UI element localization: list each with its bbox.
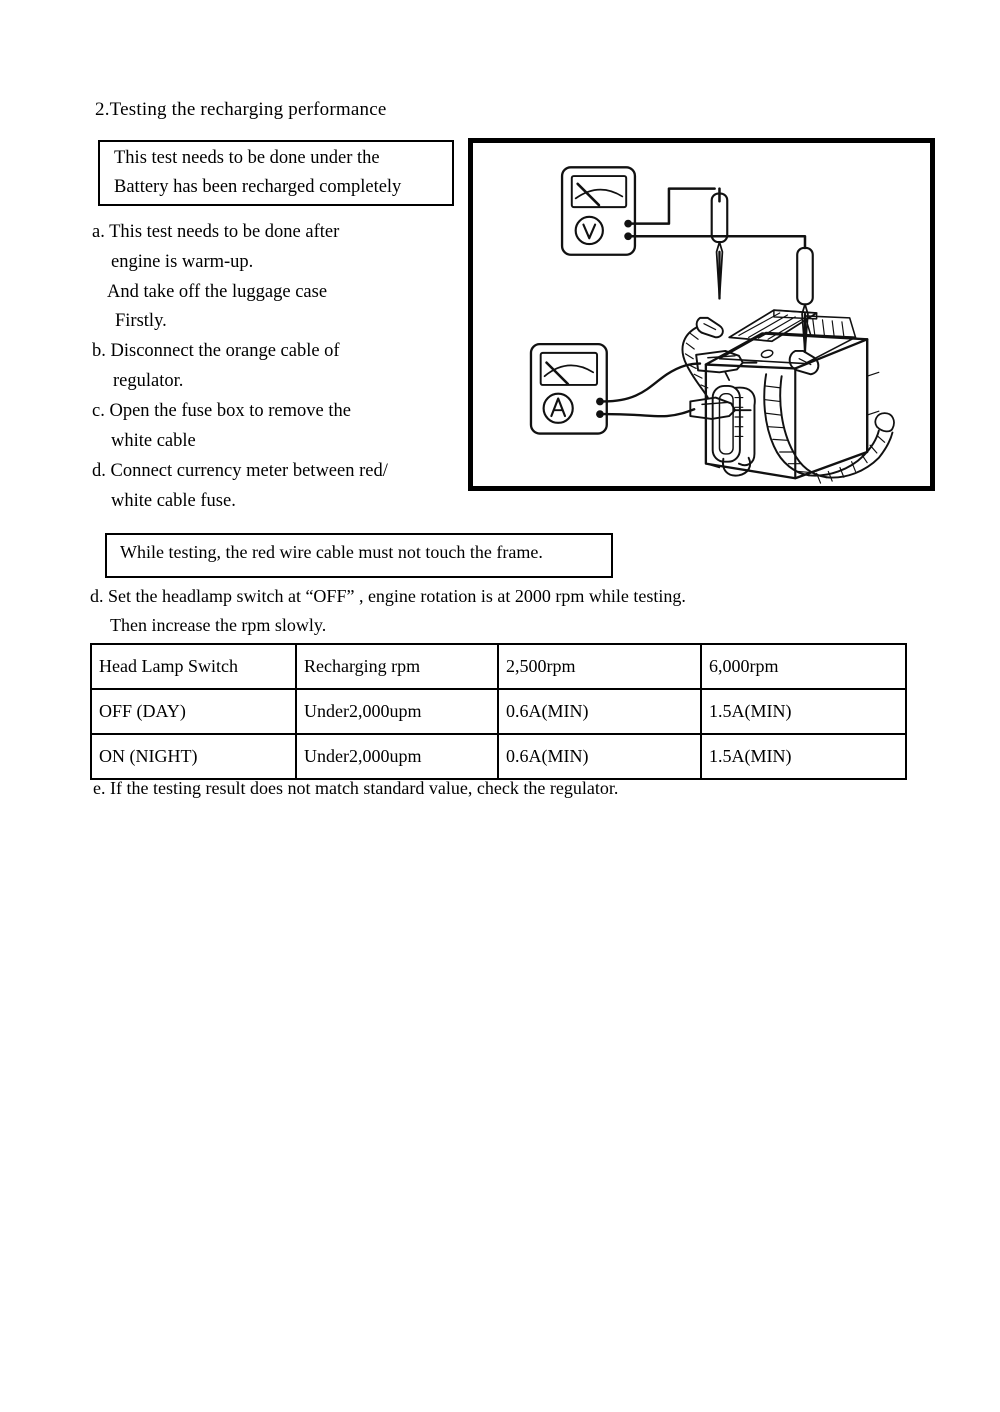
voltmeter-icon <box>562 167 635 254</box>
step-b-line-2: regulator. <box>113 371 184 391</box>
voltmeter-leads <box>632 189 805 248</box>
note-box-line-2: Battery has been recharged completely <box>114 177 402 197</box>
table-row <box>91 734 906 779</box>
table-cell: 1.5A(MIN) <box>701 689 906 734</box>
table-cell: Under2,000upm <box>296 734 498 779</box>
step-d2-line-1: d. Set the headlamp switch at “OFF” , engine rotation is at 2000 rpm while testing. <box>90 586 686 606</box>
test-probe-1 <box>712 194 728 299</box>
table-header-cell: 2,500rpm <box>498 644 701 689</box>
table-cell: 1.5A(MIN) <box>701 734 906 779</box>
fuse-holder <box>713 386 755 476</box>
warning-box-text: While testing, the red wire cable must not touch the frame. <box>120 542 543 562</box>
step-c-line-2: white cable <box>111 431 196 451</box>
table-row <box>91 689 906 734</box>
step-d-line-1: d. Connect currency meter between red/ <box>92 461 388 481</box>
table-header-cell: 6,000rpm <box>701 644 906 689</box>
step-a-line-1: a. This test needs to be done after <box>92 222 340 242</box>
wiring-diagram-svg <box>473 143 930 486</box>
page-title: 2.Testing the recharging performance <box>95 99 387 120</box>
table-cell: Under2,000upm <box>296 689 498 734</box>
table-cell: 0.6A(MIN) <box>498 689 701 734</box>
step-e-line-1: e. If the testing result does not match standard value, check the regulator. <box>93 778 619 798</box>
note-box-line-1: This test needs to be done under the <box>114 148 380 168</box>
step-a-line-4: Firstly. <box>115 311 167 331</box>
step-b-line-1: b. Disconnect the orange cable of <box>92 341 340 361</box>
table-cell: ON (NIGHT) <box>91 734 296 779</box>
table-header-row <box>91 644 906 689</box>
ammeter-leads <box>604 364 700 417</box>
step-a-line-3: And take off the luggage case <box>107 282 328 302</box>
step-a-line-2: engine is warm-up. <box>111 252 254 272</box>
step-d2-line-2: Then increase the rpm slowly. <box>110 615 327 635</box>
warning-box <box>105 533 613 578</box>
table-cell: OFF (DAY) <box>91 689 296 734</box>
alligator-clip-lower <box>690 398 750 419</box>
table-cell: 0.6A(MIN) <box>498 734 701 779</box>
note-box <box>98 140 454 206</box>
ammeter-icon <box>531 344 607 433</box>
step-c-line-1: c. Open the fuse box to remove the <box>92 401 351 421</box>
wiring-diagram-figure <box>468 138 935 491</box>
recharging-spec-table <box>90 643 907 780</box>
table-header-cell: Head Lamp Switch <box>91 644 296 689</box>
step-d-line-2: white cable fuse. <box>111 491 236 511</box>
table-header-cell: Recharging rpm <box>296 644 498 689</box>
